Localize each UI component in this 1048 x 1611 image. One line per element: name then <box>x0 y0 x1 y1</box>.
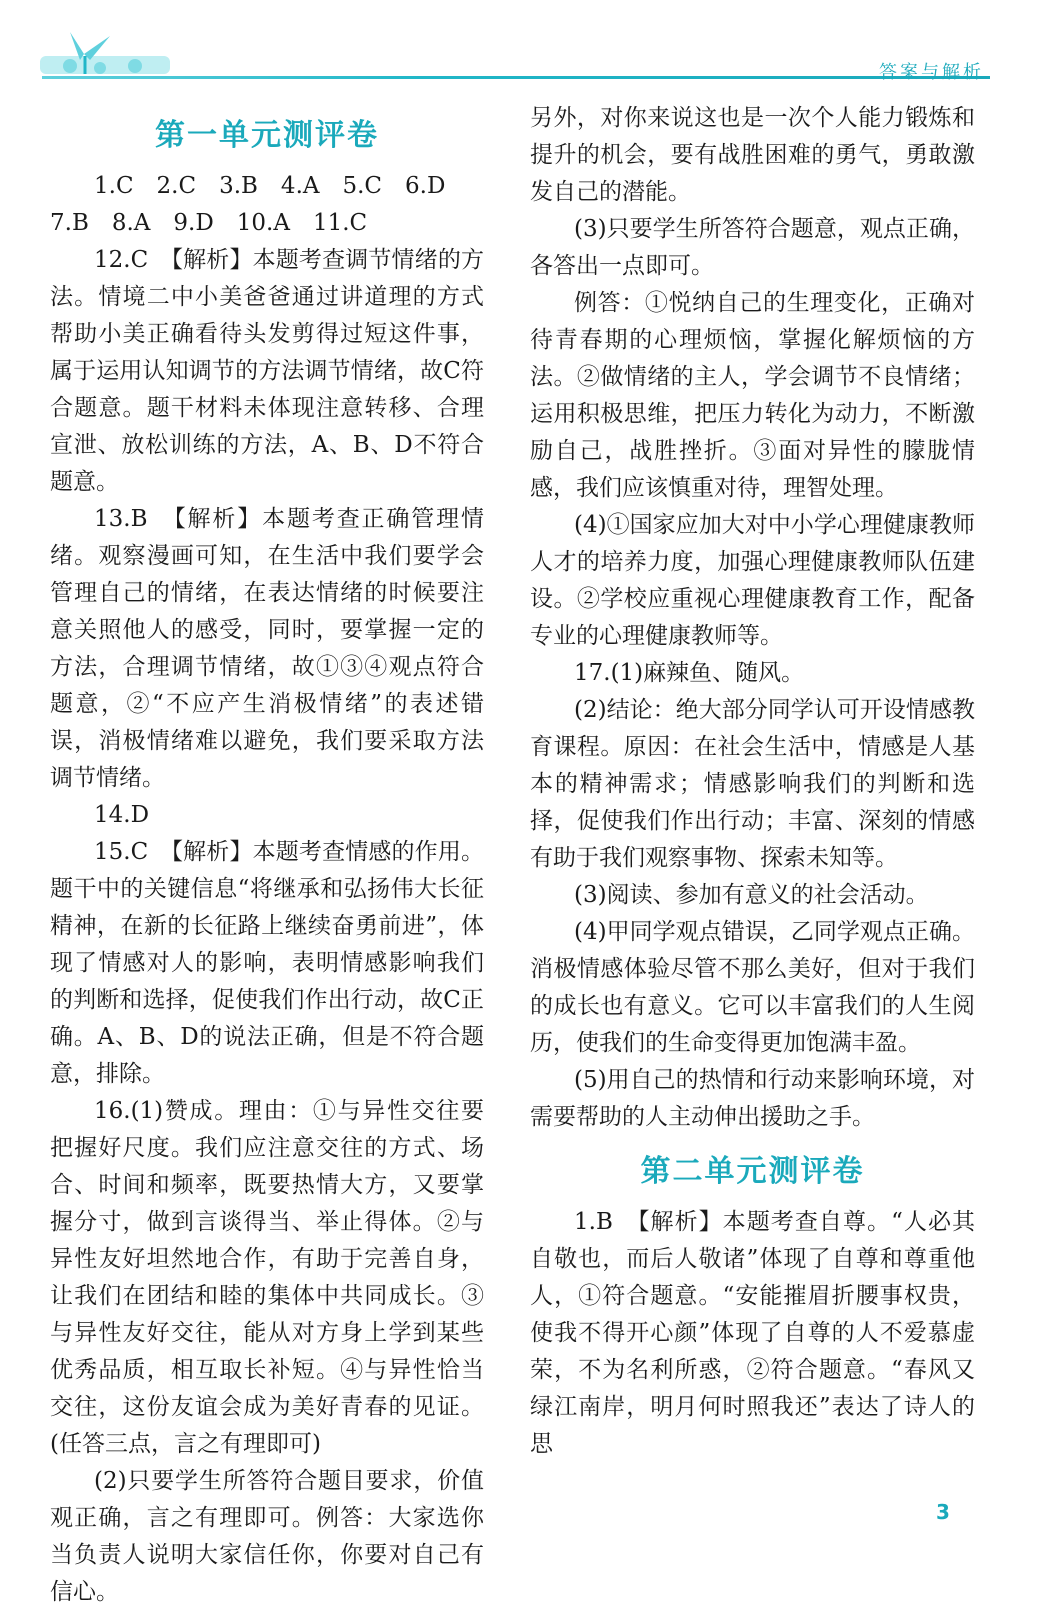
section-title-unit-1: 第一单元测评卷 <box>155 118 379 153</box>
answer-paragraph: 17.(1)麻辣鱼、随风。 <box>574 660 805 686</box>
windmill-banner-icon <box>40 26 170 74</box>
answer-paragraph: 另外，对你来说这也是一次个人能力锻炼和提升的机会，要有战胜困难的勇气，勇敢激发自己的潜能。 <box>530 105 975 205</box>
left-column <box>50 100 484 1611</box>
answer-paragraph: 14.D <box>94 802 150 828</box>
answer-paragraph: 7.B 8.A 9.D 10.A 11.C <box>50 210 368 236</box>
header-rule <box>42 76 990 79</box>
answer-paragraph: (3)只要学生所答符合题意，观点正确，各答出一点即可。 <box>530 216 975 279</box>
answer-paragraph: (4)甲同学观点错误，乙同学观点正确。消极情感体验尽管不那么美好，但对于我们的成长也有意义。它可以丰富我们的人生阅历，使我们的生命变得更加饱满丰盈。 <box>530 919 975 1056</box>
page-number: 3 <box>936 1500 950 1524</box>
section-title-unit-2: 第二单元测评卷 <box>640 1154 865 1189</box>
answer-paragraph: (2)只要学生所答符合题目要求，价值观正确，言之有理即可。例答：大家选你当负责人说明大家信任你，你要对自己有信心。 <box>50 1468 484 1605</box>
answer-paragraph: (3)阅读、参加有意义的社会活动。 <box>574 882 929 908</box>
page-header <box>0 0 1048 92</box>
right-column <box>530 100 975 1463</box>
answer-paragraph: 例答：①悦纳自己的生理变化，正确对待青春期的心理烦恼，掌握化解烦恼的方法。②做情绪的主人，学会调节不良情绪；运用积极思维，把压力转化为动力，不断激励自己，战胜挫折。③面对异性的朦胧情感，我们应该慎重对待，理智处理。 <box>530 290 975 501</box>
answer-paragraph: 16.(1)赞成。理由：①与异性交往要把握好尺度。我们应注意交往的方式、场合、时间和频率，既要热情大方，又要掌握分寸，做到言谈得当、举止得体。②与异性友好坦然地合作，有助于完善自身，让我们在团结和睦的集体中共同成长。③与异性友好交往，能从对方身上学到某些优秀品质，相互取长补短。④与异性恰当交往，这份友谊会成为美好青春的见证。(任答三点，言之有理即可) <box>50 1098 484 1457</box>
answer-paragraph: (5)用自己的热情和行动来影响环境，对需要帮助的人主动伸出援助之手。 <box>530 1067 975 1130</box>
answer-paragraph: 1.B 【解析】本题考查自尊。“人必其自敬也，而后人敬诸”体现了自尊和尊重他人，①符合题意。“安能摧眉折腰事权贵，使我不得开心颜”体现了自尊的人不爱慕虚荣，不为名利所惑，②符合题意。“春风又绿江南岸，明月何时照我还”表达了诗人的思 <box>530 1209 975 1457</box>
answer-paragraph: 12.C 【解析】本题考查调节情绪的方法。情境二中小美爸爸通过讲道理的方式帮助小美正确看待头发剪得过短这件事，属于运用认知调节的方法调节情绪，故C符合题意。题干材料未体现注意转移、合理宣泄、放松训练的方法，A、B、D不符合题意。 <box>50 247 484 495</box>
answer-paragraph: 1.C 2.C 3.B 4.A 5.C 6.D <box>94 173 446 199</box>
answer-paragraph: 13.B 【解析】本题考查正确管理情绪。观察漫画可知，在生活中我们要学会管理自己的情绪，在表达情绪的时候要注意关照他人的感受，同时，要掌握一定的方法，合理调节情绪，故①③④观点符合题意，②“不应产生消极情绪”的表述错误，消极情绪难以避免，我们要采取方法调节情绪。 <box>50 506 484 791</box>
header-title: 答案与解析 <box>879 62 984 83</box>
answer-paragraph: 15.C 【解析】本题考查情感的作用。题干中的关键信息“将继承和弘扬伟大长征精神，在新的长征路上继续奋勇前进”，体现了情感对人的影响，表明情感影响我们的判断和选择，促使我们作出行动，故C正确。A、B、D的说法正确，但是不符合题意，排除。 <box>50 839 484 1087</box>
answer-paragraph: (4)①国家应加大对中小学心理健康教师人才的培养力度，加强心理健康教师队伍建设。②学校应重视心理健康教育工作，配备专业的心理健康教师等。 <box>530 512 975 649</box>
answer-paragraph: (2)结论：绝大部分同学认可开设情感教育课程。原因：在社会生活中，情感是人基本的精神需求；情感影响我们的判断和选择，促使我们作出行动；丰富、深刻的情感有助于我们观察事物、探索未知等。 <box>530 697 975 871</box>
